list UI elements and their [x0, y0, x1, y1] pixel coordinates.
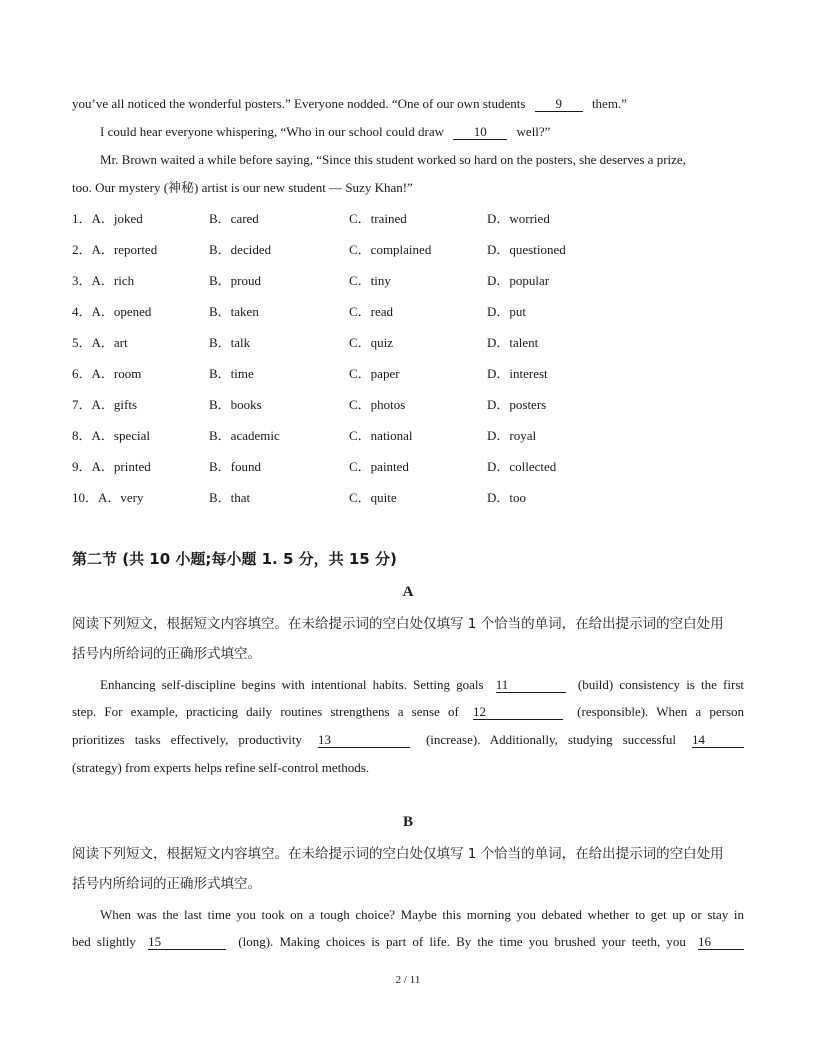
blank-15: 15	[148, 935, 226, 950]
blank-11: 11	[496, 678, 566, 693]
passage-line-2	[100, 123, 744, 141]
option-b: B．academic	[209, 428, 280, 443]
passage-text: Enhancing self-discipline begins with intentional habits. Setting goals	[100, 677, 484, 692]
option-a: 10．A．very	[72, 490, 144, 505]
option-b: B．talk	[209, 335, 251, 350]
passage-text: you’ve all noticed the wonderful posters.” Everyone nodded. “One of our own students	[72, 96, 526, 111]
option-c: C．paper	[349, 366, 400, 381]
option-b: B．books	[209, 397, 262, 412]
option-c: C．painted	[349, 459, 409, 474]
page-number: 2 / 11	[395, 974, 421, 986]
section-title: 第二节 (共 10 小题;每小题 1. 5 分，共 15 分)	[72, 550, 397, 568]
option-d: D．questioned	[487, 242, 566, 257]
part-b-line-1: When was the last time you took on a tough choice? Maybe this morning you debated whether to get up or stay in	[100, 907, 744, 922]
option-d: D．talent	[487, 335, 539, 350]
passage-text: (responsible). When a person	[577, 704, 745, 719]
option-c: C．quite	[349, 490, 397, 505]
passage-text: well?”	[516, 124, 551, 139]
option-a: 1．A．joked	[72, 211, 143, 226]
option-a: 5．A．art	[72, 335, 128, 350]
option-d: D．posters	[487, 397, 547, 412]
blank-12: 12	[473, 705, 563, 720]
passage-text: (build) consistency is the first	[577, 677, 744, 692]
part-b-heading: B	[402, 814, 413, 830]
option-a: 6．A．room	[72, 366, 142, 381]
option-b: B．proud	[209, 273, 262, 288]
passage-text: prioritizes tasks effectively, productivity	[72, 732, 302, 747]
option-c: C．tiny	[349, 273, 391, 288]
part-a-line-2	[72, 703, 744, 721]
option-c: C．complained	[349, 242, 432, 257]
part-a-instruction-2: 括号内所给词的正确形式填空。	[72, 646, 261, 662]
option-a: 7．A．gifts	[72, 397, 138, 412]
option-a: 3．A．rich	[72, 273, 135, 288]
passage-text: (increase). Additionally, studying successful	[425, 732, 677, 747]
option-b: B．time	[209, 366, 254, 381]
passage-line-4: too. Our mystery (神秘) artist is our new student — Suzy Khan!”	[72, 180, 413, 195]
option-b: B．found	[209, 459, 262, 474]
part-a-line-3	[72, 731, 744, 749]
option-a: 8．A．special	[72, 428, 150, 443]
option-c: C．quiz	[349, 335, 394, 350]
part-b-instruction-2: 括号内所给词的正确形式填空。	[72, 876, 261, 892]
option-d: D．royal	[487, 428, 537, 443]
blank-14: 14	[692, 733, 744, 748]
blank-9: 9	[535, 97, 583, 112]
option-b: B．cared	[209, 211, 259, 226]
option-a: 9．A．printed	[72, 459, 151, 474]
passage-line-1	[72, 95, 744, 113]
option-b: B．that	[209, 490, 251, 505]
blank-10: 10	[453, 125, 507, 140]
part-b-line-2	[72, 933, 744, 951]
blank-16: 16	[698, 935, 744, 950]
part-b-instruction-1: 阅读下列短文，根据短文内容填空。在未给提示词的空白处仅填写 1 个恰当的单词，在给出提示词的空白处用	[72, 846, 724, 862]
option-b: B．taken	[209, 304, 259, 319]
option-d: D．too	[487, 490, 527, 505]
option-c: C．photos	[349, 397, 406, 412]
option-d: D．worried	[487, 211, 550, 226]
option-c: C．read	[349, 304, 394, 319]
passage-text: them.”	[591, 96, 627, 111]
option-a: 4．A．opened	[72, 304, 152, 319]
option-d: D．put	[487, 304, 527, 319]
part-a-line-4: (strategy) from experts helps refine self-control methods.	[72, 760, 370, 775]
passage-text: step. For example, practicing daily routines strengthens a sense of	[72, 704, 459, 719]
option-b: B．decided	[209, 242, 272, 257]
passage-text: I could hear everyone whispering, “Who in our school could draw	[100, 124, 445, 139]
option-a: 2．A．reported	[72, 242, 158, 257]
option-d: D．popular	[487, 273, 550, 288]
option-c: C．trained	[349, 211, 407, 226]
passage-text: (long). Making choices is part of life. By the time you brushed your teeth, you	[238, 934, 686, 949]
part-a-line-1	[100, 676, 744, 694]
option-d: D．collected	[487, 459, 557, 474]
option-d: D．interest	[487, 366, 548, 381]
part-a-instruction-1: 阅读下列短文，根据短文内容填空。在未给提示词的空白处仅填写 1 个恰当的单词，在给出提示词的空白处用	[72, 616, 724, 632]
passage-text: bed slightly	[72, 934, 136, 949]
blank-13: 13	[318, 733, 410, 748]
part-a-heading: A	[402, 584, 414, 600]
option-c: C．national	[349, 428, 413, 443]
passage-line-3: Mr. Brown waited a while before saying, “Since this student worked so hard on the posters, she deserves a prize,	[100, 152, 686, 167]
